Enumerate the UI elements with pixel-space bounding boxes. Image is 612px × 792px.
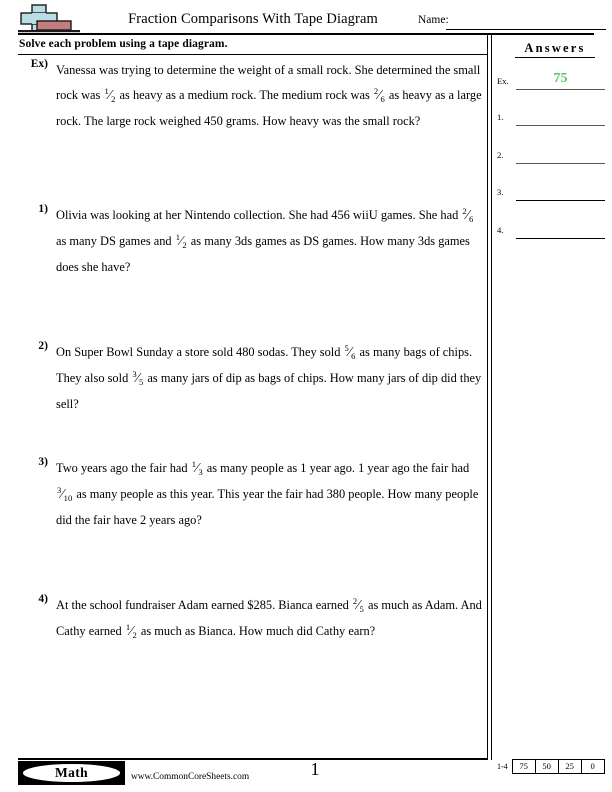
name-input-line[interactable] — [446, 29, 606, 30]
problem-item — [18, 58, 484, 134]
answer-row[interactable] — [497, 221, 605, 241]
fraction: $^3⁄_{10}$ — [57, 484, 73, 503]
problem-text: Two years ago the fair had $^1⁄_3$ as many people as 1 year ago. 1 year ago the fair had $^3⁄_{10}$ as many people as this year. This year the fair had 380 people. How many people did the fair have 2 years ago? — [56, 456, 484, 533]
fraction: $^3⁄_5$ — [132, 368, 144, 387]
answers-heading: Answers — [515, 41, 595, 58]
problem-text: Olivia was looking at her Nintendo collection. She had 456 wiiU games. She had $^2⁄_6$ as many DS games and $^1⁄_2$ as many 3ds games as DS games. How many 3ds games does she have? — [56, 203, 484, 280]
fraction: $^1⁄_2$ — [175, 231, 187, 250]
score-cell: 75 — [513, 760, 536, 773]
problem-number: 2) — [38, 340, 48, 352]
score-cell: 0 — [590, 761, 595, 771]
answer-row-label: 4. — [497, 225, 504, 235]
problem-item — [18, 593, 484, 645]
score-range-label: 1-4 — [497, 762, 508, 771]
problem-number: 3) — [38, 456, 48, 468]
page-footer — [0, 758, 612, 792]
answer-row-label: Ex. — [497, 76, 509, 86]
score-cell: 50 — [536, 760, 559, 773]
score-key — [497, 759, 605, 774]
header-divider-rule — [18, 33, 594, 35]
fraction: $^5⁄_6$ — [344, 342, 356, 361]
page-number: 1 — [310, 759, 320, 779]
fraction: $^1⁄_2$ — [104, 85, 116, 104]
fraction: $^1⁄_3$ — [191, 458, 203, 477]
problem-item — [18, 203, 484, 280]
instructions-text: Solve each problem using a tape diagram. — [19, 38, 228, 50]
answer-write-line[interactable] — [516, 163, 605, 164]
problem-number: 4) — [38, 593, 48, 605]
commoncoresheets-logo — [18, 4, 80, 36]
score-cell: 25 — [559, 760, 582, 773]
fraction: $^2⁄_6$ — [373, 85, 385, 104]
problem-text: On Super Bowl Sunday a store sold 480 sodas. They sold $^5⁄_6$ as many bags of chips. They also sold $^3⁄_5$ as many jars of dip as bags of chips. How many jars of dip did they sell? — [56, 340, 484, 417]
answer-row[interactable] — [497, 146, 605, 166]
problem-item — [18, 456, 484, 533]
problem-text: Vanessa was trying to determine the weight of a small rock. She determined the small rock was $^1⁄_2$ as heavy as a medium rock. The medium rock was $^2⁄_6$ as heavy as a large rock. The large rock weighed 450 grams. How heavy was the small rock? — [56, 63, 482, 128]
fraction: $^1⁄_2$ — [125, 621, 137, 640]
answer-value: 75 — [553, 71, 568, 86]
page-title: Fraction Comparisons With Tape Diagram — [128, 11, 378, 27]
problem-number: Ex) — [30, 58, 48, 70]
page-header — [0, 0, 612, 36]
fraction: $^2⁄_5$ — [352, 595, 364, 614]
problem-number: 1) — [38, 203, 48, 215]
fraction: $^2⁄_6$ — [462, 205, 474, 224]
instructions-divider-rule — [18, 54, 488, 55]
subject-badge-label: Math — [54, 765, 89, 780]
site-url: www.CommonCoreSheets.com — [131, 772, 250, 782]
answer-row[interactable] — [497, 72, 605, 92]
answer-row-label: 1. — [497, 112, 504, 122]
answer-row[interactable] — [497, 108, 605, 128]
plus-block-logo-icon — [18, 4, 80, 36]
problem-text: At the school fundraiser Adam earned $285. Bianca earned $^2⁄_5$ as much as Adam. And Cathy earned $^1⁄_2$ as much as Bianca. How much did Cathy earn? — [56, 593, 484, 645]
answer-row-label: 2. — [497, 150, 504, 160]
answer-row[interactable] — [497, 183, 605, 203]
answer-write-line[interactable] — [516, 125, 605, 126]
answer-row-label: 3. — [497, 187, 504, 197]
subject-badge — [18, 761, 125, 785]
answer-write-line[interactable] — [516, 238, 605, 239]
score-cell-group — [512, 759, 605, 774]
name-label: Name: — [418, 14, 449, 26]
answer-write-line[interactable] — [516, 89, 605, 90]
column-divider — [487, 33, 492, 760]
problem-item — [18, 340, 484, 417]
answer-write-line[interactable] — [516, 200, 605, 201]
